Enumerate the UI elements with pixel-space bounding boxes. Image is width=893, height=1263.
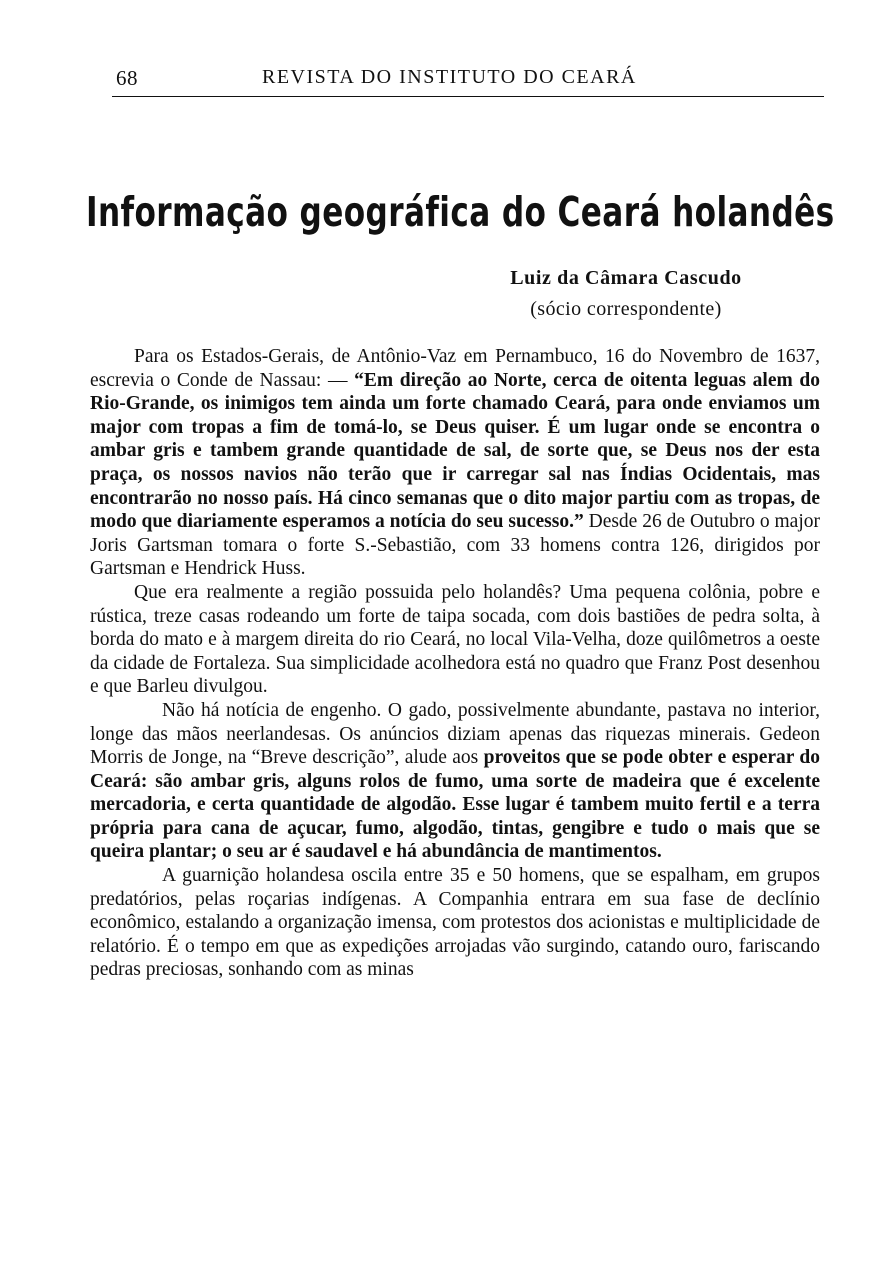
paragraph-1-quote: “Em direção ao Norte, cerca de oitenta leguas alem do Rio-Grande, os inimigos tem ainda um forte chamado Ceará, para onde enviamos um major com tropas a fim de tomá-lo, se Deus quiser. É um lugar onde se encontra o ambar gris e tambem grande quantidade de sal, de sorte que, se Deus nos der esta praça, os nossos navios não terão que ir carregar sal nas Índias Ocidentais, mas encontrarão no nosso país. Há cinco semanas que o dito major partiu com as tropas, de modo que diariamente esperamos a notícia do seu sucesso.”: [90, 369, 820, 533]
paragraph-3-quote: proveitos que se pode obter e esperar do Ceará: são ambar gris, alguns rolos de fumo, uma sorte de madeira que é excelente mercadoria, e certa quantidade de algodão. Esse lugar é tambem muito fertil e a terra própria para cana de açucar, fumo, algodão, tintas, gengibre e tudo o mais que se queira plantar; o seu ar é saudavel e há abundância de mantimentos.: [90, 747, 820, 863]
paragraph-2: [90, 581, 820, 699]
journal-title: REVISTA DO INSTITUTO DO CEARÁ: [262, 66, 637, 88]
paragraph-1-text-b: Desde 26 de Outubro o major Joris Gartsman tomara o forte S.-Sebastião, com 33 homens contra 126, dirigidos por Gartsman e Hendrick Huss.: [90, 511, 820, 580]
paragraph-4-text-b: É o tempo em que as expedições arrojadas vão surgindo, catando ouro, fariscando pedras preciosas, sonhando com as minas: [90, 935, 820, 981]
running-head: [112, 66, 824, 97]
article-body: [90, 345, 820, 982]
paragraph-4-text-a: A guarnição holandesa oscila entre 35 e 50 homens, que se espalham, em grupos predatórios, pelas roçarias indígenas. A Companhia entrara em sua fase de declínio econômico, estalando a organização imensa, com protestos dos acionistas e multiplicidade de relatório.: [90, 865, 820, 957]
paragraph-3-text-a: Não há notícia de engenho. O gado, possivelmente abundante, pastava no interior, longe das mãos neerlandesas. Os anúncios diziam apenas das riquezas minerais. Gedeon Morris de Jonge, na “Breve descrição”, alude aos: [90, 699, 820, 769]
paragraph-1: [90, 345, 820, 581]
author-block: [476, 262, 776, 324]
paragraph-2-text-b: treze casas rodeando um forte de taipa socada, com dois bastiões de pedra solta, à borda do mato e à margem direita do rio Ceará, no local Vila-Velha, doze quilômetros a oeste da cidade de Fortaleza. Sua simplicidade acolhedora está no quadro que Franz Post desenhou e que Barleu divulgou.: [90, 605, 821, 698]
article-title: Informação geográfica do Ceará holandês: [86, 188, 835, 236]
page-number: 68: [116, 66, 138, 90]
paragraph-2-text-a: Que era realmente a região possuida pelo holandês? Uma pequena colônia, pobre e rústica,: [90, 581, 820, 627]
author-name: Luiz da Câmara Cascudo: [510, 267, 742, 289]
paragraph-3: [90, 699, 820, 864]
paragraph-1-text-a: Para os Estados-Gerais, de Antônio-Vaz em Pernambuco, 16 do Novembro de 1637, escrevia o Conde de Nassau: —: [90, 346, 820, 391]
paragraph-4: [90, 864, 820, 982]
author-role: (sócio correspondente): [530, 298, 722, 320]
